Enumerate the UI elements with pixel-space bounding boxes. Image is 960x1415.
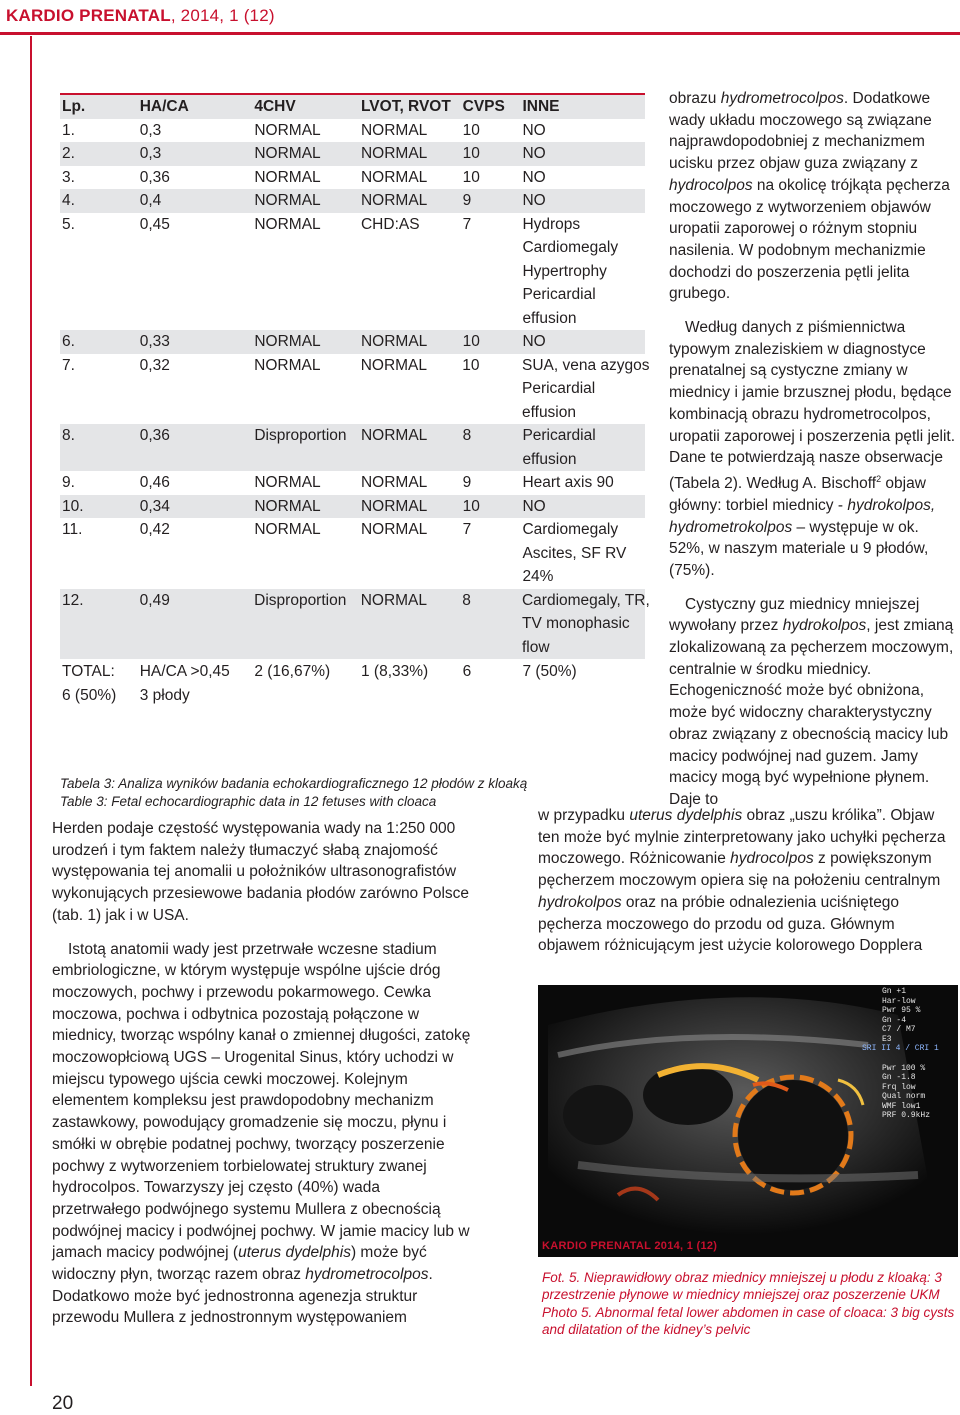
table-header-row <box>60 93 645 119</box>
cell-inne-line: NO <box>522 192 546 209</box>
table-header-cell: Lp. <box>62 98 86 115</box>
cell-cvps: 7 <box>462 521 472 538</box>
figure-caption-en: Photo 5. Abnormal fetal lower abdomen in case of cloaca: 3 big cysts and dilatation of the kidney’s pelvic <box>542 1304 955 1337</box>
cell-haca: 0,36 <box>139 427 170 444</box>
cell-haca: 0,36 <box>139 168 170 186</box>
scanner-setting: WMF low1 <box>882 1101 921 1111</box>
cell-inne-line: Pericardial <box>521 380 596 397</box>
cell-line: 3 płody <box>139 686 190 704</box>
table-row <box>60 213 645 331</box>
cell-4chv: NORMAL <box>254 145 321 162</box>
cell-cvps: 10 <box>462 168 480 186</box>
cell-lp: 6. <box>62 333 75 350</box>
table-row <box>60 424 645 471</box>
cell-inne <box>522 213 645 331</box>
cell-cvps: 8 <box>462 427 472 444</box>
cell-inne <box>521 589 650 660</box>
cell-cvps: 10 <box>462 497 480 515</box>
table-row <box>60 119 645 143</box>
cell-inne <box>522 471 645 495</box>
cell-inne-line: Cardiomegaly, TR, <box>521 591 650 609</box>
cell-inne-line: SUA, vena azygos <box>521 356 650 374</box>
cell-4chv: Disproportion <box>254 427 347 444</box>
cell-cvps: 10 <box>462 356 480 374</box>
cell-lvot-rvot: NORMAL <box>360 168 428 186</box>
table-caption <box>60 775 620 810</box>
cell-cvps: 8 <box>462 591 471 609</box>
cell-line: HA/CA >0,45 <box>139 663 230 680</box>
right-column-top <box>669 88 957 811</box>
table-total-row <box>60 659 645 707</box>
table-row <box>60 518 645 589</box>
cell-inne-line: NO <box>522 497 546 515</box>
spacer <box>882 1054 952 1064</box>
table-header-cell: LVOT, RVOT <box>360 98 451 115</box>
cell-total-cvps: 6 <box>462 663 472 680</box>
ultrasound-photo <box>538 985 958 1257</box>
scanner-setting-color: SRI II 4 / CRI 1 <box>862 1044 939 1053</box>
cell-lvot-rvot: CHD:AS <box>360 215 420 233</box>
table-row <box>60 330 645 354</box>
cell-inne-line: Cardiomegaly <box>522 239 619 256</box>
margin-rule <box>30 36 32 1386</box>
table-header-cell: HA/CA <box>139 98 189 115</box>
paragraph-hydrometrocolpos: obrazu hydrometrocolpos. Dodatkowe wady układu moczowego są związane najprawdopodobniej z mechanizmem ucisku przez objaw guza związany z hydrocolpos na okolicę trójkąta pęcherza moczowego z wytworzeniem objawów uropatii zaporowej o różnym stopniu nasilenia. W podobnym mechanizmie dochodzi do poszerzenia pętli jelita grubego. <box>669 90 950 303</box>
paragraph-cystic-tumor: Cystyczny guz miednicy mniejszej wywołany przez hydrokolpos, jest zmianą zlokalizowaną za pęcherzem moczowym, centralnie w środku miednicy. Echogeniczność może być obniżona, może być widoczny charakterystyczny obraz związany z obecnością macicy lub macicy podwójnej nad guzem. Jamy macicy mogą być wypełnione płynem. Daje to <box>669 595 954 808</box>
cell-lp: 1. <box>62 121 75 139</box>
cell-lvot-rvot: NORMAL <box>360 121 428 139</box>
cell-lp: 7. <box>62 356 75 374</box>
cell-total-lp <box>60 660 140 707</box>
cell-lp: 9. <box>62 474 75 491</box>
scanner-setting: Gn -1.8 <box>882 1073 916 1082</box>
cell-cvps: 9 <box>462 474 472 491</box>
cell-haca: 0,45 <box>139 215 170 233</box>
table-header-cell: CVPS <box>462 98 505 115</box>
cell-inne-line: 24% <box>522 568 554 585</box>
cell-haca: 0,42 <box>139 521 170 538</box>
cell-cvps: 10 <box>462 333 480 350</box>
cell-lvot-rvot: NORMAL <box>360 427 428 444</box>
cell-lp: 8. <box>62 427 75 444</box>
cell-haca: 0,49 <box>139 591 170 609</box>
cell-lvot-rvot: NORMAL <box>360 333 428 350</box>
paragraph-differentiation: w przypadku uterus dydelphis obraz „uszu królika”. Objaw ten może być mylnie zinterpretowany jako uchyłki pęcherza moczowego. Różnicowanie hydrocolpos z powiększonym pęcherzem moczowym opiera się na położeniu centralnym hydrokolpos oraz na próbie odnalezienia uciśniętego pęcherza moczowego do przodu od guza. Głównym objawem różnicującym jest użycie kolorowego Dopplera <box>538 807 946 955</box>
cell-lp: 11. <box>62 521 83 538</box>
cell-inne-line: Pericardial <box>522 427 596 444</box>
table-caption-en: Table 3: Fetal echocardiographic data in 12 fetuses with cloaca <box>60 793 437 809</box>
table-row <box>60 589 650 660</box>
cell-inne <box>522 189 645 213</box>
cell-inne <box>522 330 645 354</box>
scanner-settings <box>862 987 952 1121</box>
cell-total-inne: 7 (50%) <box>522 663 577 680</box>
cell-lvot-rvot: NORMAL <box>360 145 428 162</box>
cell-inne-line: NO <box>522 121 546 139</box>
scanner-setting: Gn -4 <box>882 1015 907 1025</box>
cell-inne-line: TV monophasic <box>521 615 630 632</box>
cell-lvot-rvot: NORMAL <box>360 356 428 374</box>
cell-4chv: NORMAL <box>254 333 321 350</box>
cell-inne-line: effusion <box>522 450 577 468</box>
table-header-cell: INNE <box>522 98 560 115</box>
cell-inne-line: Hypertrophy <box>522 262 607 280</box>
cell-lvot-rvot: NORMAL <box>360 192 428 209</box>
cell-4chv: NORMAL <box>254 121 321 139</box>
cell-inne-line: effusion <box>522 309 577 327</box>
cell-lp: 3. <box>62 168 75 186</box>
cell-4chv: NORMAL <box>254 168 321 186</box>
cell-lp: 12. <box>62 591 84 609</box>
cell-lvot-rvot: NORMAL <box>360 474 428 491</box>
paragraph-anatomy: Istotą anatomii wady jest przetrwałe wczesne stadium embriologiczne, w którym występuje wspólne ujście dróg moczowych, pochwy i przewodu pokarmowego. Cewka moczowa, pochwa i odbytnica pozostają połączone w miednicy, tworząc wspólny kanał o zmiennej długości, zatokę moczowopłciową UGS – Urogenital Sinus, który uchodzi w miejscu typowego ujścia cewki moczowej. Kolejnym elementem kompleksu jest prawdopodobny mechanizm zastawkowy, powodujący gromadzenie się moczu, płynu i smółki w obrębie podatnej pochwy, tworzący poszerzenie pochwy z wytworzeniem torbielowatej struktury zwanej hydrocolpos. Towarzyszy jej często (40%) wada przetrwałego podwójnego systemu Mullera z obecnością podwójnej macicy i podwójnej pochwy. W jamie macicy lub w jamach macicy podwójnej (uterus dydelphis) może być widoczny płyn, tworząc razem obraz hydrometrocolpos. Dodatkowo może być jednostronna agenezja struktur przewodu Mullera z jednostronnym występowaniem <box>52 940 471 1327</box>
cell-haca: 0,4 <box>139 192 162 209</box>
cell-inne-line: Hydrops <box>522 215 581 233</box>
cell-haca: 0,32 <box>139 356 170 374</box>
cell-lvot-rvot: NORMAL <box>360 521 428 538</box>
table-row <box>60 142 645 166</box>
cell-4chv: NORMAL <box>254 521 321 538</box>
cell-haca: 0,3 <box>139 121 162 139</box>
figure-caption-pl: Fot. 5. Nieprawidłowy obraz miednicy mniejszej u płodu z kloaką: 3 przestrzenie płynowe w miednicy mniejszej oraz poszerzenie UKM <box>542 1270 942 1303</box>
photo-watermark: KARDIO PRENATAL 2014, 1 (12) <box>538 1239 958 1257</box>
table-row <box>60 354 650 425</box>
cell-inne <box>522 495 645 519</box>
cell-total-haca <box>140 660 255 707</box>
cell-4chv: NORMAL <box>254 474 321 491</box>
scanner-setting: Har-low <box>882 996 916 1006</box>
cell-inne-line: Cardiomegaly <box>522 521 619 538</box>
cell-inne-line: Heart axis 90 <box>522 474 614 491</box>
cell-cvps: 7 <box>462 215 472 233</box>
cell-4chv: NORMAL <box>254 497 321 515</box>
cell-4chv: Disproportion <box>254 591 347 609</box>
cell-cvps: 10 <box>462 121 480 139</box>
cell-inne-line: flow <box>521 638 550 656</box>
cell-cvps: 9 <box>462 192 472 209</box>
table-caption-pl: Tabela 3: Analiza wyników badania echokardiograficznego 12 płodów z kloaką <box>60 776 528 791</box>
cell-inne <box>522 119 645 143</box>
cell-inne-line: effusion <box>521 403 576 421</box>
page-header <box>0 0 960 38</box>
cell-inne-line: NO <box>522 333 546 350</box>
cell-inne <box>521 354 650 425</box>
cell-lvot-rvot: NORMAL <box>360 497 428 515</box>
cell-total-lvot: 1 (8,33%) <box>360 663 429 680</box>
cell-inne-line: Ascites, SF RV <box>522 544 627 562</box>
cell-lp: 2. <box>62 145 75 162</box>
scanner-setting: Frq low <box>882 1082 916 1092</box>
cell-lp: 10. <box>62 497 84 515</box>
scanner-setting: Gn +1 <box>882 987 907 996</box>
cell-4chv: NORMAL <box>254 215 321 233</box>
cell-4chv: NORMAL <box>254 356 321 374</box>
scanner-setting: Qual norm <box>882 1092 926 1101</box>
cell-4chv: NORMAL <box>254 192 321 209</box>
cell-cvps: 10 <box>462 145 480 162</box>
scanner-setting: Pwr 100 % <box>882 1063 926 1073</box>
figure-caption <box>542 1269 960 1338</box>
table-row <box>60 189 645 213</box>
cell-lvot-rvot: NORMAL <box>360 591 428 609</box>
cell-haca: 0,3 <box>139 145 162 162</box>
cell-inne-line: NO <box>522 168 546 186</box>
cell-inne <box>522 424 645 471</box>
table-row <box>60 471 645 495</box>
cell-haca: 0,33 <box>139 333 170 350</box>
scanner-setting: PRF 0.9kHz <box>882 1111 931 1120</box>
paragraph-literature: Według danych z piśmiennictwa typowym znaleziskiem w diagnostyce prenatalnej są cystyczne zmiany w miednicy i jamie brzusznej płodu, będące kombinacją obrazu hydrometrocolpos, uropatii zaporowej i poszerzenia pętli jelit. Dane te potwierdzają nasze obserwacje (Tabela 2). Według A. Bischoff$^2$ objaw główny: torbiel miednicy - hydrokolpos, hydrometrokolpos – występuje w ok. 52%, w naszym materiale u 9 płodów, (75%). <box>669 319 956 579</box>
table-row <box>60 495 645 519</box>
journal-title: KARDIO PRENATAL, 2014, 1 (12) <box>6 6 275 25</box>
cell-inne <box>522 166 645 190</box>
scanner-setting: E3 <box>882 1034 892 1044</box>
scanner-setting: C7 / M7 <box>882 1025 916 1034</box>
cell-inne-line: NO <box>522 145 546 162</box>
echo-table <box>60 93 650 707</box>
right-column-bottom <box>538 805 958 957</box>
cell-lp: 4. <box>62 192 75 209</box>
cell-haca: 0,34 <box>139 497 170 515</box>
cell-inne <box>522 518 645 589</box>
cell-line: 6 (50%) <box>62 686 117 704</box>
header-rule <box>0 32 960 35</box>
cell-haca: 0,46 <box>139 474 170 491</box>
cell-line: TOTAL: <box>62 663 115 680</box>
page-number: 20 <box>52 1393 74 1414</box>
cell-total-4chv: 2 (16,67%) <box>254 663 331 680</box>
scanner-setting: Pwr 95 % <box>882 1006 921 1015</box>
cell-inne <box>522 142 645 166</box>
cell-inne-line: Pericardial <box>522 286 596 303</box>
table-row <box>60 166 645 190</box>
table-header-cell: 4CHV <box>254 98 296 115</box>
paragraph-herden: Herden podaje częstość występowania wady na 1:250 000 urodzeń i tym faktem należy tłumaczyć słabą znajomość występowania tej anomalii u położników ultrasonografistów wykonujących przesiewowe badania płodów zarówno Polsce (tab. 1) jak i w USA. <box>52 820 470 924</box>
left-column <box>52 818 472 1329</box>
cell-lp: 5. <box>62 215 75 233</box>
